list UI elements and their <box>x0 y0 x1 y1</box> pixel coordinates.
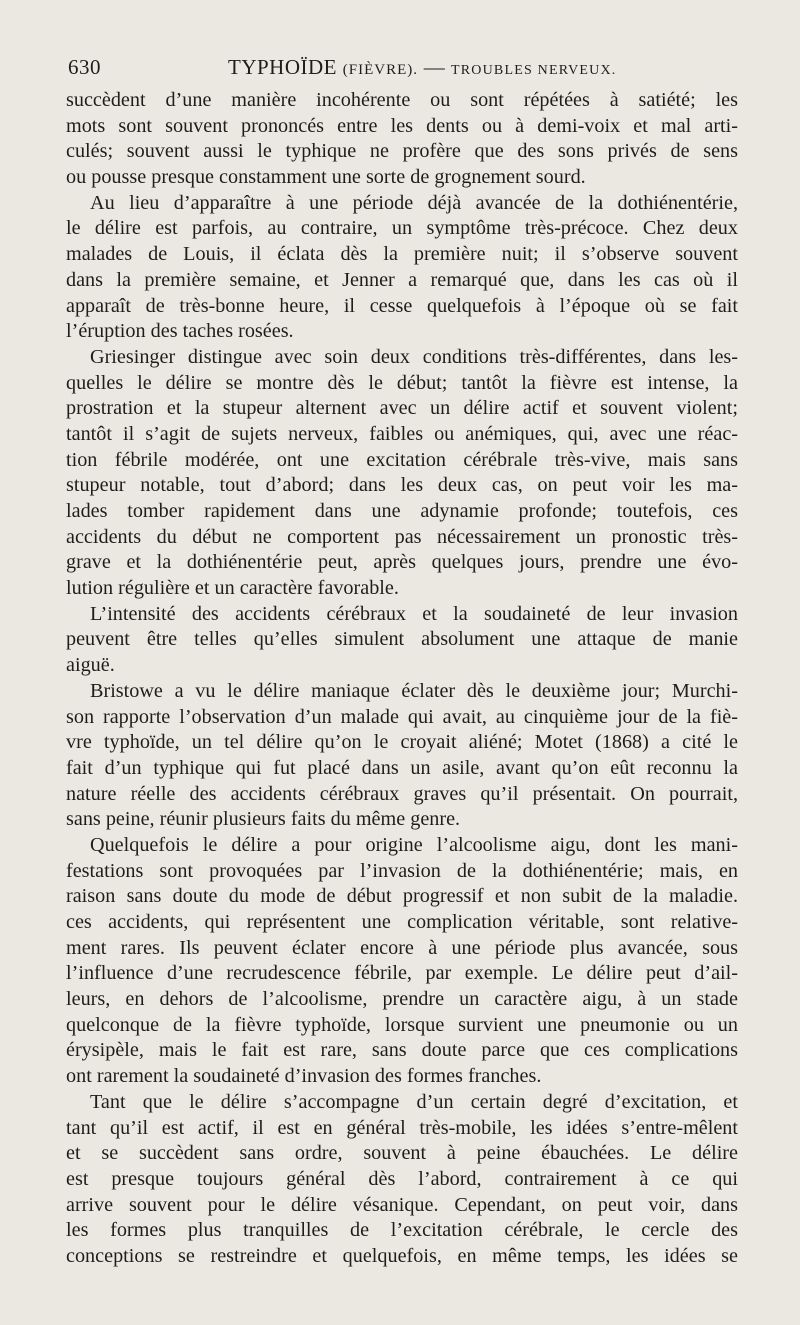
text-line: ont rarement la soudaineté d’invasion des formes franches. <box>66 1065 542 1088</box>
text-line: vre typhoïde, un tel délire qu’on le croyait aliéné; Motet (1868) a cité le <box>66 731 738 754</box>
running-title <box>228 55 617 80</box>
running-title-dash: — <box>423 55 446 79</box>
text-line: peuvent être telles qu’elles simulent absolument une attaque de manie <box>66 628 738 651</box>
text-line: Griesinger distingue avec soin deux conditions très-différentes, dans les- <box>90 345 738 368</box>
text-line: quelconque de la fièvre typhoïde, lorsque survient une pneumonie ou un <box>66 1013 738 1036</box>
text-line: et se succèdent sans ordre, souvent à peine ébauchées. Le délire <box>66 1142 738 1165</box>
running-title-sub: (FIÈVRE). <box>342 62 418 78</box>
text-line: l’éruption des taches rosées. <box>66 320 294 343</box>
text-line: Quelquefois le délire a pour origine l’alcoolisme aigu, dont les mani- <box>90 833 738 856</box>
text-line: accidents du début ne comportent pas nécessairement un pronostic très- <box>66 525 738 548</box>
text-line: leurs, en dehors de l’alcoolisme, prendre un caractère aigu, à un stade <box>66 988 738 1011</box>
text-line: apparaît de très-bonne heure, il cesse quelquefois à l’époque où se fait <box>66 294 738 317</box>
text-line: ment rares. Ils peuvent éclater encore à une période plus avancée, sous <box>66 936 738 959</box>
text-line: festations sont provoquées par l’invasion de la dothiénentérie; mais, en <box>66 859 738 882</box>
text-line: son rapporte l’observation d’un malade qui avait, au cinquième jour de la fiè- <box>66 705 738 728</box>
text-line: mots sont souvent prononcés entre les dents ou à demi-voix et mal arti- <box>66 114 738 137</box>
page-number: 630 <box>68 55 101 79</box>
text-line: le délire est parfois, au contraire, un symptôme très-précoce. Chez deux <box>66 217 738 240</box>
text-line: Au lieu d’apparaître à une période déjà avancée de la dothiénentérie, <box>90 191 738 214</box>
text-line: arrive souvent pour le délire vésanique. Cependant, on peut voir, dans <box>66 1193 738 1216</box>
text-line: raison sans doute du mode de début progressif et non subit de la maladie. <box>66 885 738 908</box>
text-line: est presque toujours général dès l’abord, contrairement à ce qui <box>66 1167 738 1190</box>
text-line: stupeur notable, tout d’abord; dans les deux cas, on peut voir les ma- <box>66 474 738 497</box>
text-line: Tant que le délire s’accompagne d’un certain degré d’excitation, et <box>90 1090 738 1113</box>
text-line: lades tomber rapidement dans une adynamie profonde; toutefois, ces <box>66 500 738 522</box>
text-line: tant qu’il est actif, il est en général très-mobile, les idées s’entre-mêlent <box>66 1116 738 1139</box>
text-line: l’influence d’une recrudescence fébrile, par exemple. Le délire peut d’ail- <box>66 962 738 985</box>
text-line: tantôt il s’agit de sujets nerveux, faibles ou anémiques, qui, avec une réac- <box>66 422 738 445</box>
text-line: aiguë. <box>66 654 115 677</box>
text-line: dans la première semaine, et Jenner a remarqué que, dans les cas où il <box>66 268 738 291</box>
text-line: Bristowe a vu le délire maniaque éclater dès le deuxième jour; Murchi- <box>90 679 738 702</box>
text-line: les formes plus tranquilles de l’excitation cérébrale, le cercle des <box>66 1219 738 1242</box>
text-line: prostration et la stupeur alternent avec un délire actif et souvent violent; <box>66 397 738 420</box>
text-line: tion fébrile modérée, ont une excitation cérébrale très-vive, mais sans <box>66 448 738 471</box>
text-line: grave et la dothiénentérie peut, après quelques jours, prendre une évo- <box>66 551 738 574</box>
text-line: malades de Louis, il éclata dès la première nuit; il s’observe souvent <box>66 243 738 266</box>
text-line: fait d’un typhique qui fut placé dans un asile, avant qu’on eût reconnu la <box>66 756 738 779</box>
text-line: conceptions se restreindre et quelquefois, en même temps, les idées se <box>66 1244 738 1267</box>
text-line: sans peine, réunir plusieurs faits du même genre. <box>66 808 461 831</box>
body-text <box>66 88 738 1270</box>
text-line: L’intensité des accidents cérébraux et la soudaineté de leur invasion <box>90 602 738 625</box>
text-line: lution régulière et un caractère favorable. <box>66 577 399 600</box>
text-line: quelles le délire se montre dès le début; tantôt la fièvre est intense, la <box>66 371 738 394</box>
text-line: ou pousse presque constamment une sorte de grognement sourd. <box>66 166 586 189</box>
text-line: ces accidents, qui représentent une complication véritable, sont relative- <box>66 911 738 933</box>
running-title-section: TROUBLES NERVEUX. <box>451 63 617 78</box>
text-line: nature réelle des accidents cérébraux graves qu’il présentait. On pourrait, <box>66 782 738 805</box>
running-title-main: TYPHOÏDE <box>228 55 337 79</box>
running-header <box>68 55 738 85</box>
text-line: érysipèle, mais le fait est rare, sans doute parce que ces complications <box>66 1039 738 1062</box>
text-line: succèdent d’une manière incohérente ou sont répétées à satiété; les <box>66 89 738 111</box>
text-line: culés; souvent aussi le typhique ne profère que des sons privés de sens <box>66 140 738 163</box>
